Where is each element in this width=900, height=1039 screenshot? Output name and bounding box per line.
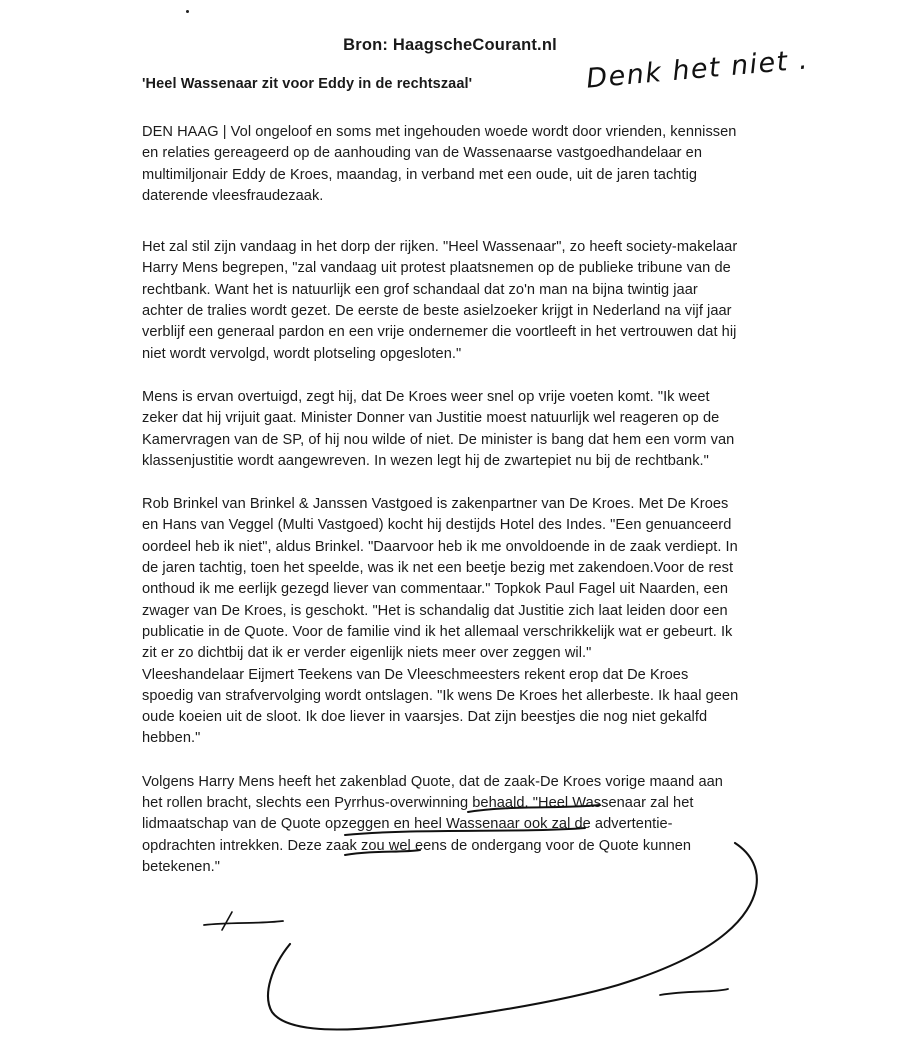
article-headline: 'Heel Wassenaar zit voor Eddy in de rechtszaal' <box>142 76 473 92</box>
article-body <box>142 122 742 900</box>
paragraph: DEN HAAG | Vol ongeloof en soms met ingehouden woede wordt door vrienden, kennissen en relaties gereageerd op de aanhouding van de Wassenaarse vastgoedhandelaar en multimiljonair Eddy de Kroes, maandag, in verband met een oude, uit de jaren tachtig daterende vleesfraudezaak. <box>142 124 737 204</box>
paragraph: Rob Brinkel van Brinkel & Janssen Vastgoed is zakenpartner van De Kroes. Met De Kroes en Hans van Veggel (Multi Vastgoed) kocht hij destijds Hotel des Indes. "Een genuanceerd oordeel heb ik niet", aldus Brinkel. "Daarvoor heb ik me onvoldoende in de zaak verdiept. In de jaren tachtig, toen het speelde, was ik net een beetje bezig met zakendoen.Voor de rest onthoud ik me eerlijk gezegd liever van commentaar." Topkok Paul Fagel uit Naarden, een zwager van De Kroes, is geschokt. "Het is schandalig dat Justitie zich laat leiden door een publicatie in de Quote. Voor de familie vind ik het allemaal verschrikkelijk wat er gebeurt. Ik zit er zo dichtbij dat ik er verder eigenlijk niets meer over zeggen wil." <box>142 496 738 662</box>
paragraph: Vleeshandelaar Eijmert Teekens van De Vleeschmeesters rekent erop dat De Kroes spoedig van strafvervolging wordt ontslagen. "Ik wens De Kroes het allerbeste. Ik haal geen oude koeien uit de sloot. Ik doe liever in vaarsjes. Dat zijn beestjes die nog niet gekalfd hebben." <box>142 666 739 747</box>
source-label: Bron: HaagscheCourant.nl <box>343 36 557 54</box>
paragraph: Volgens Harry Mens heeft het zakenblad Quote, dat de zaak-De Kroes vorige maand aan het rollen bracht, slechts een Pyrrhus-overwinning behaald. "Heel Wassenaar zal het lidmaatschap van de Quote opzeggen en heel Wassenaar ook zal de advertentie-opdrachten intrekken. Deze zaak zou wel eens de ondergang voor de Quote kunnen betekenen." <box>142 773 723 875</box>
paragraph: Mens is ervan overtuigd, zegt hij, dat De Kroes weer snel op vrije voeten komt. "Ik weet zeker dat hij vrijuit gaat. Minister Donner van Justitie moest natuurlijk wel reageren op de Kamervragen van de SP, of hij nou wilde of niet. De minister is bang dat hem een vorm van klassenjustitie wordt aangewreven. In wezen legt hij de zwartepiet nu bij de rechtbank." <box>142 388 735 469</box>
stray-ink-dot <box>186 10 189 13</box>
handwritten-note: Denk het niet . <box>585 44 811 95</box>
paragraph: Het zal stil zijn vandaag in het dorp der rijken. "Heel Wassenaar", zo heeft society-makelaar Harry Mens begrepen, "zal vandaag uit protest plaatsnemen op de publieke tribune van de rechtbank. Want het is natuurlijk een grof schandaal dat zo'n man na bijna twintig jaar achter de tralies wordt gezet. De eerste de beste asielzoeker krijgt in Nederland na vijf jaar verblijf een generaal pardon en een vrije ondernemer die voortleeft in het vertrouwen dat hij niet wordt vervolgd, wordt plotseling opgesloten." <box>142 239 738 362</box>
